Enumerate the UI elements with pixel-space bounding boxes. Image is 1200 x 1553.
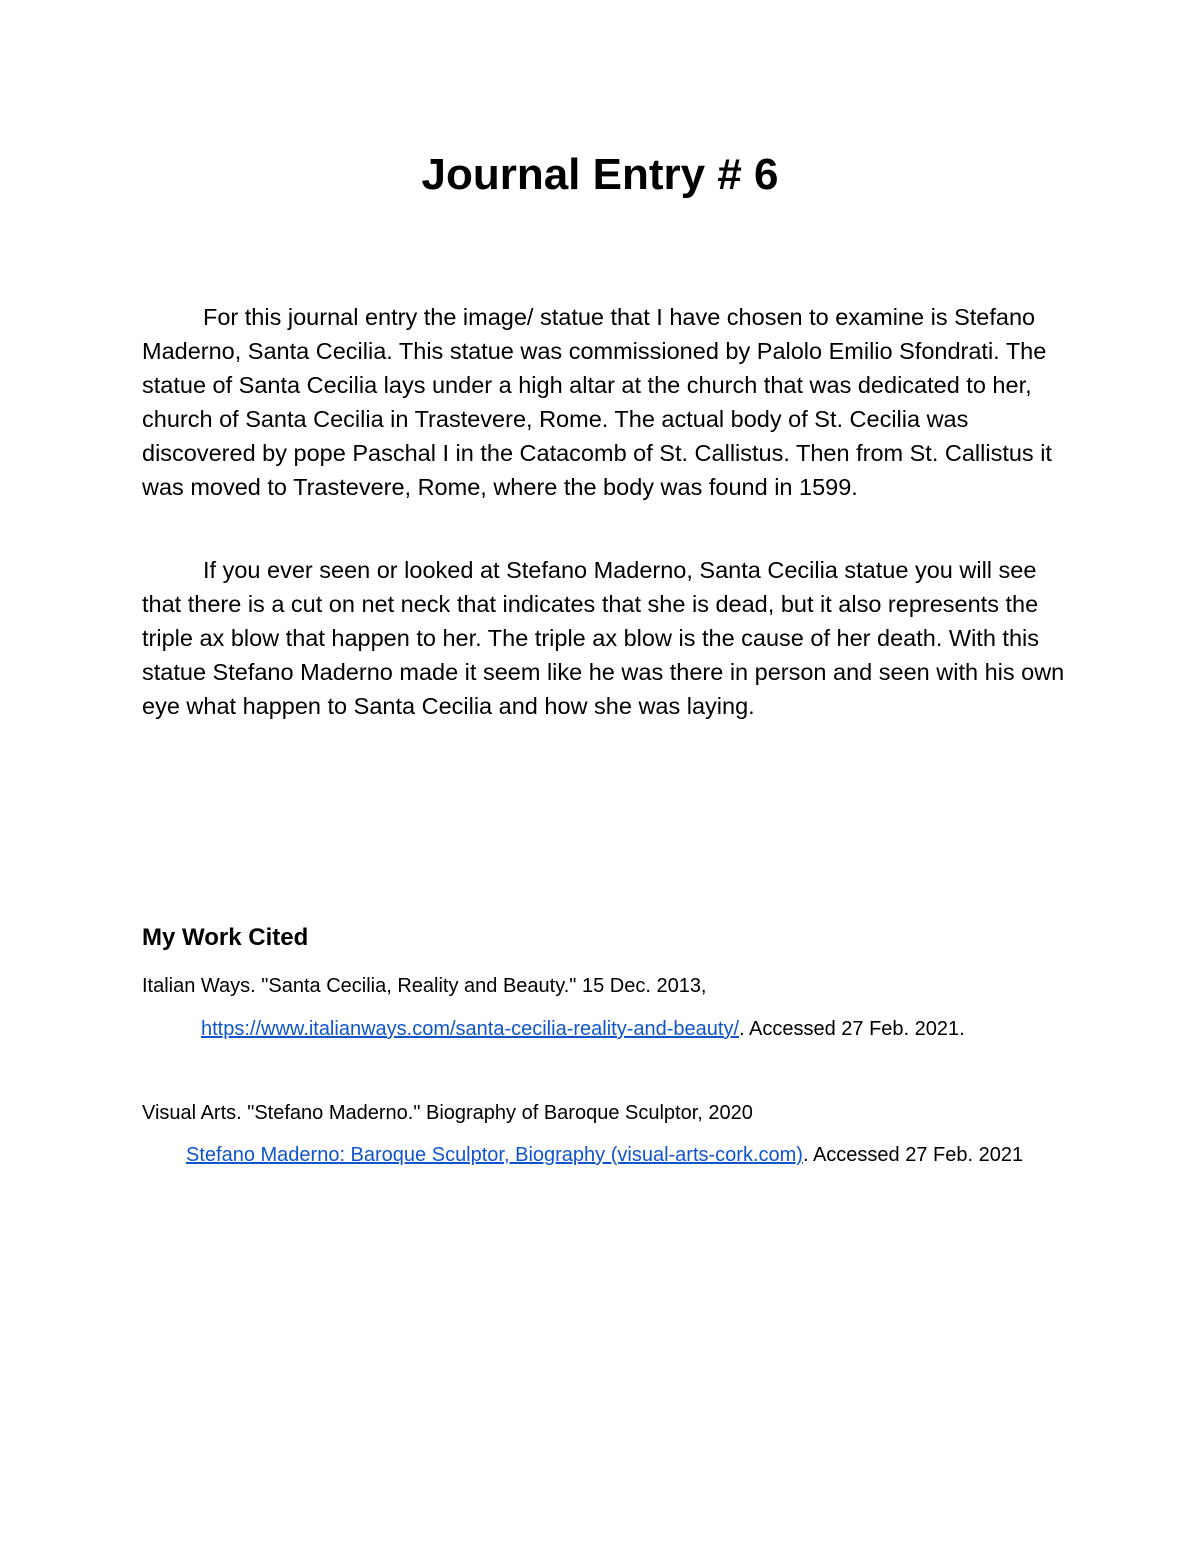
- citation-1-access: [201, 1015, 965, 1043]
- citation-2-accessed-text: . Accessed 27 Feb. 2021: [802, 1144, 1024, 1166]
- body-paragraph-2: If you ever seen or looked at Stefano Maderno, Santa Cecilia statue you will see that there is a cut on net neck that indicates that she is dead, but it also represents the triple ax blow that happen to her. The triple ax blow is the cause of her death. With this statue Stefano Maderno made it seem like he was there in person and seen with his own eye what happen to Santa Cecilia and how she was laying.: [142, 557, 1065, 719]
- body-paragraph-1: For this journal entry the image/ statue that I have chosen to examine is Stefano Maderno, Santa Cecilia. This statue was commissioned by Palolo Emilio Sfondrati. The statue of Santa Cecilia lays under a high altar at the church that was dedicated to her, church of Santa Cecilia in Trastevere, Rome. The actual body of St. Cecilia was discovered by pope Paschal I in the Catacomb of St. Callistus. Then from St. Callistus it was moved to Trastevere, Rome, where the body was found in 1599.: [142, 304, 1052, 500]
- citation-1-accessed-text: . Accessed 27 Feb. 2021.: [739, 1018, 965, 1040]
- citation-1-link[interactable]: https://www.italianways.com/santa-cecilia-reality-and-beauty/: [201, 1018, 739, 1040]
- citation-2-link[interactable]: Stefano Maderno: Baroque Sculptor, Biography (visual-arts-cork.com): [186, 1144, 803, 1166]
- citation-2-access: [186, 1141, 1023, 1169]
- citation-2-source: Visual Arts. "Stefano Maderno." Biography of Baroque Sculptor, 2020: [142, 1102, 753, 1124]
- document-title: Journal Entry # 6: [421, 150, 779, 199]
- works-cited-heading: My Work Cited: [142, 924, 309, 951]
- citation-1-source: Italian Ways. "Santa Cecilia, Reality and Beauty." 15 Dec. 2013,: [142, 975, 707, 997]
